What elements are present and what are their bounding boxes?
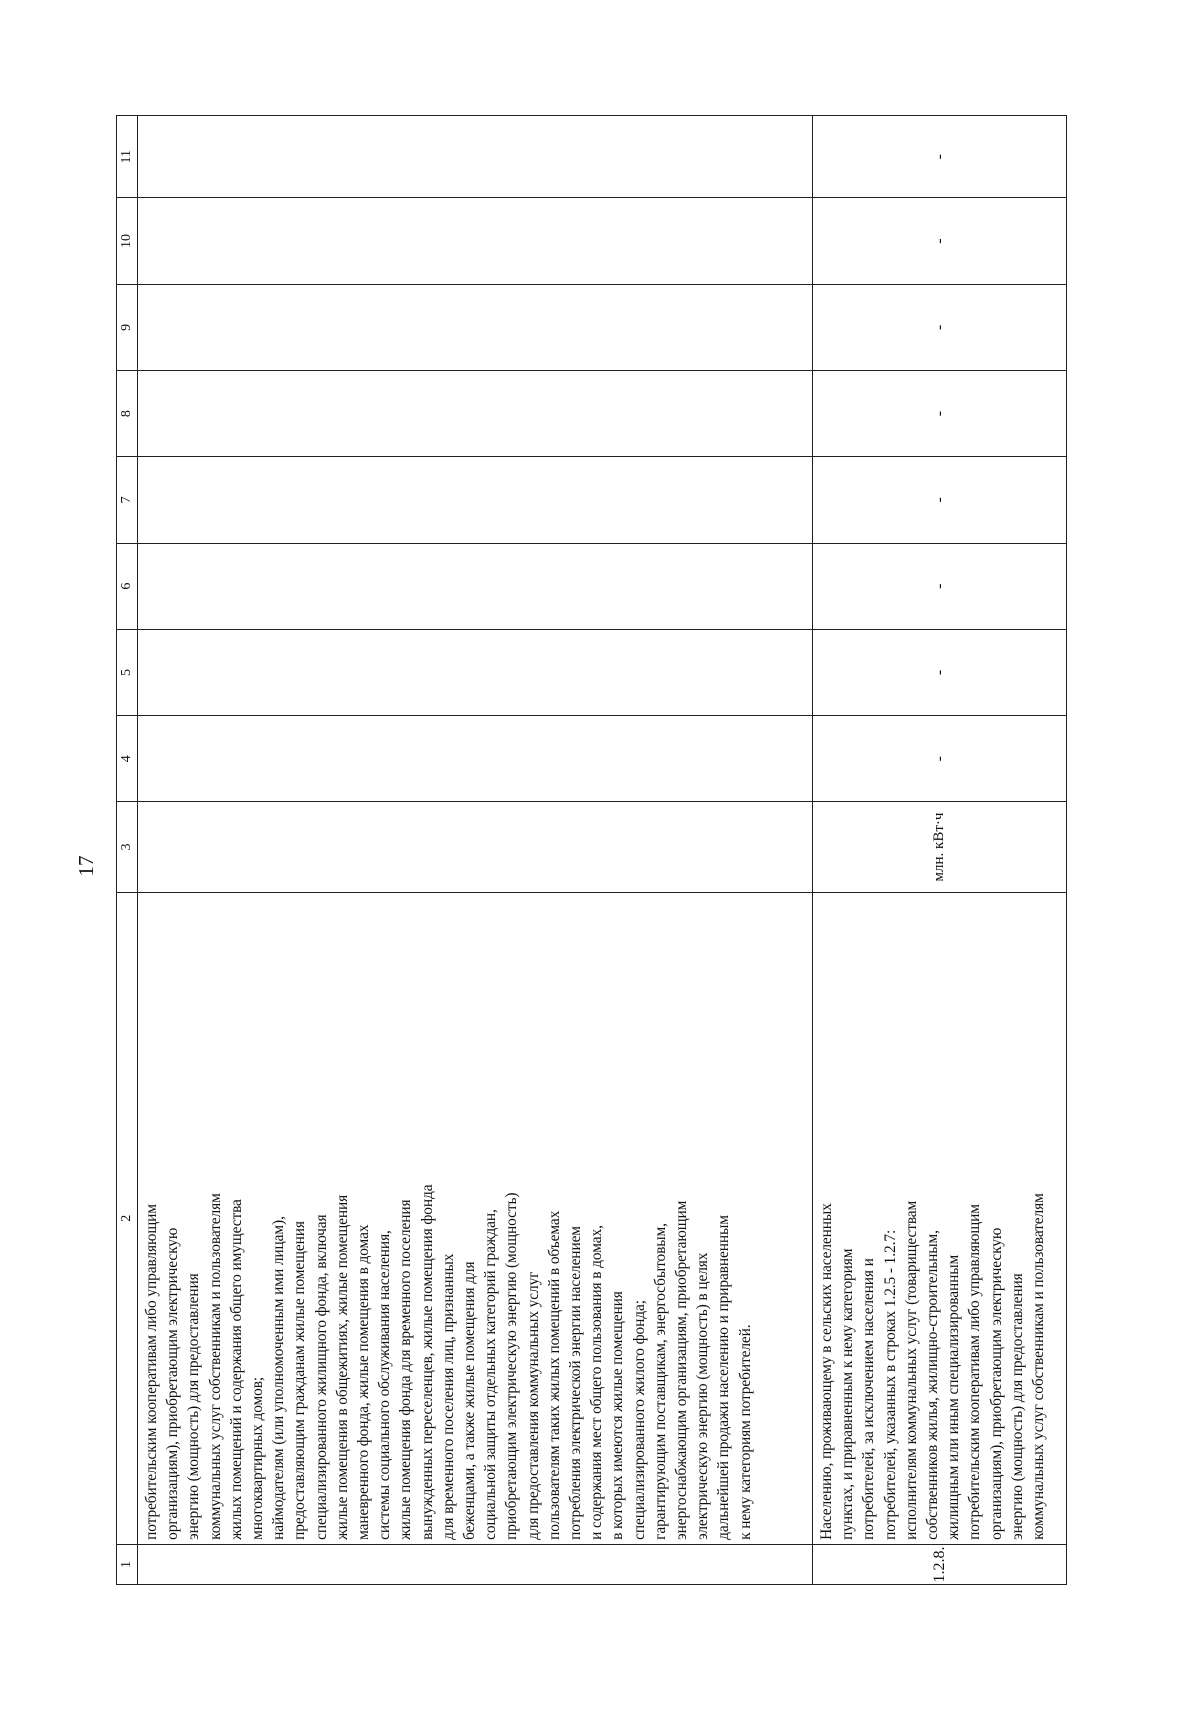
- row-value-11: -: [813, 116, 1067, 198]
- header-row: [117, 116, 138, 1585]
- row-value-10: -: [813, 198, 1067, 284]
- tariff-table: [116, 115, 1067, 1585]
- row-unit: млн. кВт·ч: [813, 802, 1067, 892]
- col-header-5: 5: [117, 629, 138, 715]
- row-description: Населению, проживающему в сельских населенных пунктах, и приравненным к нему категориям потребителей, за исключением населения и потребителей, указанных в строках 1.2.5 - 1.2.7: исполнителям коммунальных услуг (товариществам собственников жилья, жилищно-строительным, жилищным или иным специализированным потребительским кооперативам либо управляющим организациям), приобретающим электрическую энергию (мощность) для предоставления коммунальных услуг собственникам и пользователям: [818, 1193, 1048, 1540]
- col-header-3: 3: [117, 802, 138, 892]
- row-unit: [138, 802, 813, 892]
- row-value-7: -: [813, 457, 1067, 543]
- col-header-4: 4: [117, 716, 138, 802]
- col-header-2: 2: [117, 892, 138, 1544]
- col-header-1: 1: [117, 1544, 138, 1584]
- row-value-10: [138, 198, 813, 284]
- row-value-6: [138, 543, 813, 629]
- rotated-table-container: [116, 115, 1066, 1585]
- row-value-5: -: [813, 629, 1067, 715]
- table-row-continued: [138, 116, 813, 1585]
- col-header-9: 9: [117, 284, 138, 370]
- col-header-8: 8: [117, 370, 138, 456]
- row-value-9: -: [813, 284, 1067, 370]
- row-value-4: [138, 716, 813, 802]
- row-value-7: [138, 457, 813, 543]
- row-value-11: [138, 116, 813, 198]
- col-header-11: 11: [117, 116, 138, 198]
- row-value-9: [138, 284, 813, 370]
- row-description-cell: [813, 892, 1067, 1544]
- row-number: 1.2.8.: [813, 1544, 1067, 1584]
- col-header-6: 6: [117, 543, 138, 629]
- row-value-8: [138, 370, 813, 456]
- table-row-1-2-8: [813, 116, 1067, 1585]
- row-value-4: -: [813, 716, 1067, 802]
- row-description-cell: [138, 892, 813, 1544]
- col-header-10: 10: [117, 198, 138, 284]
- row-description: потребительским кооперативам либо управляющим организациям), приобретающим электрическую энергию (мощность) для предоставления коммунальных услуг собственникам и пользователям жилых помещений и содержания общего имущества многоквартирных домов; наймодателям (или уполномоченным ими лицам), предоставляющим гражданам жилые помещения специализированного жилищного фонда, включая жилые помещения в общежитиях, жилые помещения маневренного фонда, жилые помещения в домах системы социального обслуживания населения, жилые помещения фонда для временного поселения вынужденных переселенцев, жилые помещения фонда для временного поселения лиц, признанных беженцами, а также жилые помещения для социальной защиты отдельных категорий граждан, приобретающим электрическую энергию (мощность) для предоставления коммунальных услуг пользователям таких жилых помещений в объемах потребления электрической энергии населением и содержания мест общего пользования в домах, в которых имеются жилые помещения специализированного жилого фонда; гарантирующим поставщикам, энергосбытовым, энергоснабжающим организациям, приобретающим электрическую энергию (мощность) в целях дальнейшей продажи населению и приравненным к нему категориям потребителей.: [143, 1184, 754, 1540]
- row-value-6: -: [813, 543, 1067, 629]
- row-value-5: [138, 629, 813, 715]
- row-number: [138, 1544, 813, 1584]
- page-number: 17: [73, 855, 98, 877]
- col-header-7: 7: [117, 457, 138, 543]
- row-value-8: -: [813, 370, 1067, 456]
